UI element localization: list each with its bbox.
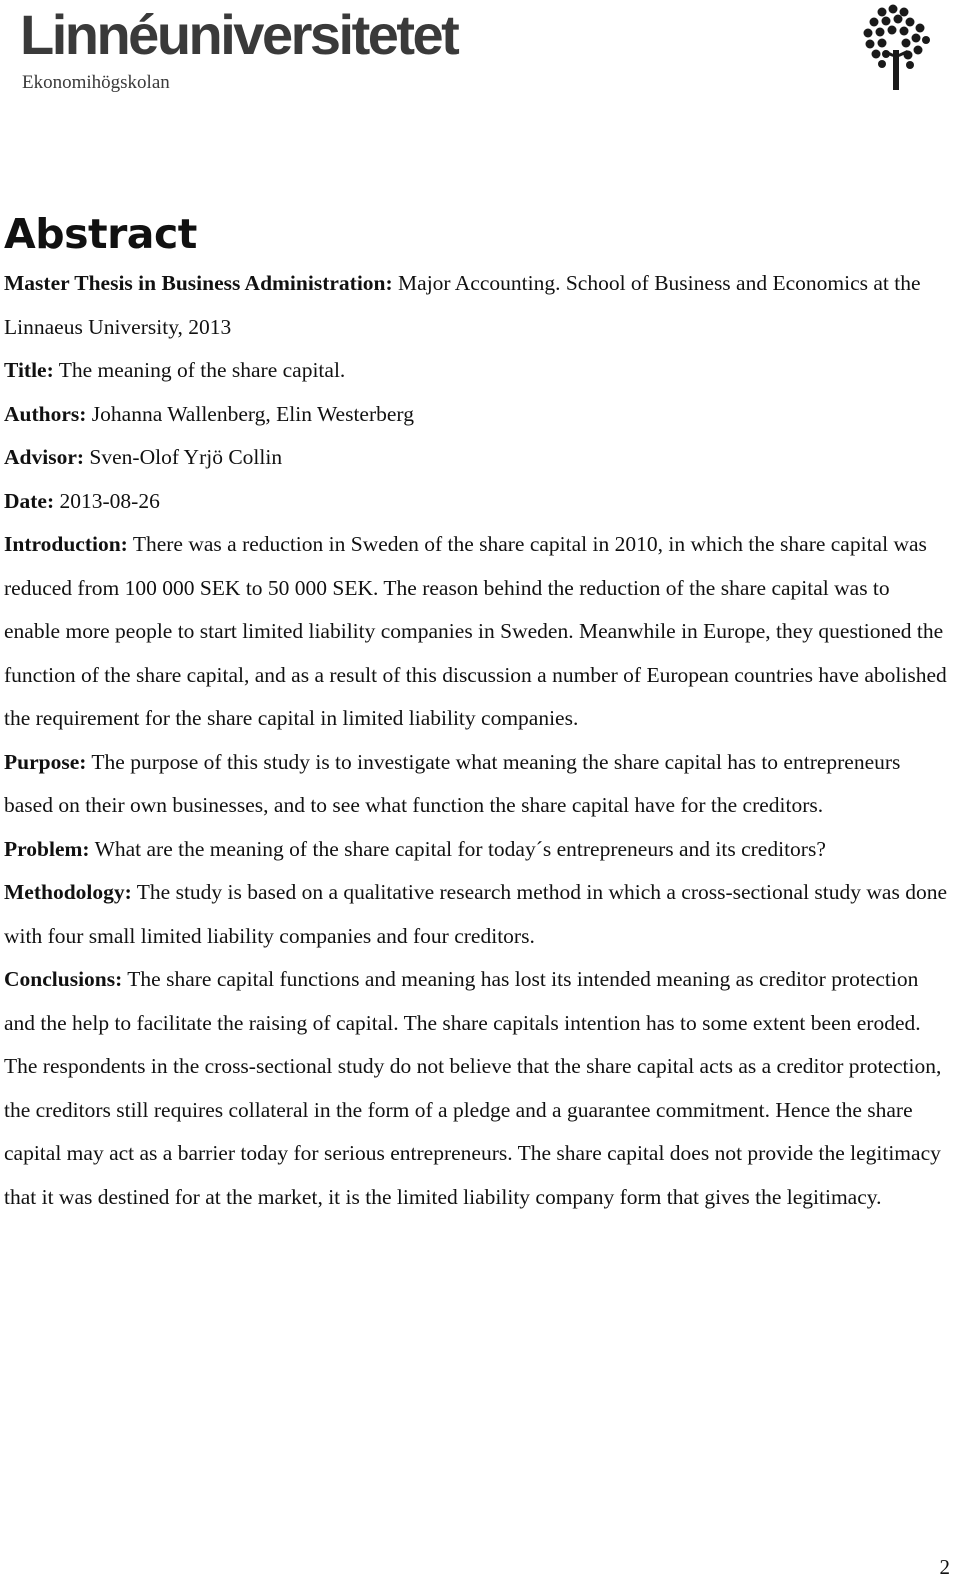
problem-label: Problem: (4, 836, 90, 861)
purpose-paragraph (4, 741, 949, 828)
abstract-heading: Abstract (4, 210, 197, 258)
authors-label: Authors: (4, 401, 87, 426)
thesis-line (4, 262, 949, 349)
date-value: 2013-08-26 (54, 488, 160, 513)
conclusions-paragraph (4, 958, 949, 1219)
title-line (4, 349, 949, 393)
title-value: The meaning of the share capital. (53, 358, 346, 382)
problem-paragraph (4, 828, 949, 872)
advisor-value: Sven-Olof Yrjö Collin (84, 445, 283, 469)
thesis-value: Major Accounting. School of Business and Economics at the Linnaeus University, 2013 (4, 271, 921, 339)
conclusions-text: The share capital functions and meaning has lost its intended meaning as creditor protection and the help to facilitate the raising of capital. The share capitals intention has to some extent been eroded. The respondents in the cross-sectional study do not believe that the share capital acts as a creditor protection, the creditors still requires collateral in the form of a pledge and a guarantee commitment. Hence the share capital may act as a barrier today for serious entrepreneurs. The share capital does not provide the legitimacy that it was destined for at the market, it is the limited liability company form that gives the legitimacy. (4, 967, 942, 1209)
authors-value: Johanna Wallenberg, Elin Westerberg (86, 401, 414, 426)
purpose-text: The purpose of this study is to investigate what meaning the share capital has to entrepreneurs based on their own businesses, and to see what function the share capital have for the creditors. (4, 749, 901, 817)
methodology-text: The study is based on a qualitative research method in which a cross-sectional study was done with four small limited liability companies and four creditors. (4, 880, 947, 948)
date-line (4, 480, 949, 524)
methodology-paragraph (4, 871, 949, 958)
methodology-label: Methodology: (4, 880, 132, 904)
university-logo-wordmark: Linnéuniversitetet (20, 3, 458, 66)
purpose-label: Purpose: (4, 749, 87, 774)
tree-icon (860, 4, 932, 92)
thesis-label: Master Thesis in Business Administration: (4, 271, 393, 295)
page-header (0, 0, 960, 110)
introduction-label: Introduction: (4, 532, 128, 556)
introduction-text: There was a reduction in Sweden of the share capital in 2010, in which the share capital was reduced from 100 000 SEK to 50 000 SEK. The reason behind the reduction of the share capital was to enable more people to start limited liability companies in Sweden. Meanwhile in Europe, they questioned the function of the share capital, and as a result of this discussion a number of European countries have abolished the requirement for the share capital in limited liability companies. (4, 532, 947, 730)
introduction-paragraph (4, 523, 949, 741)
date-label: Date: (4, 488, 55, 513)
problem-text: What are the meaning of the share capital for today´s entrepreneurs and its creditors? (89, 836, 826, 861)
abstract-section (4, 206, 949, 1219)
school-name: Ekonomihögskolan (22, 72, 170, 93)
conclusions-label: Conclusions: (4, 967, 123, 991)
advisor-label: Advisor: (4, 445, 85, 469)
page-number: 2 (939, 1555, 950, 1579)
authors-line (4, 393, 949, 437)
title-label: Title: (4, 358, 54, 382)
advisor-line (4, 436, 949, 480)
